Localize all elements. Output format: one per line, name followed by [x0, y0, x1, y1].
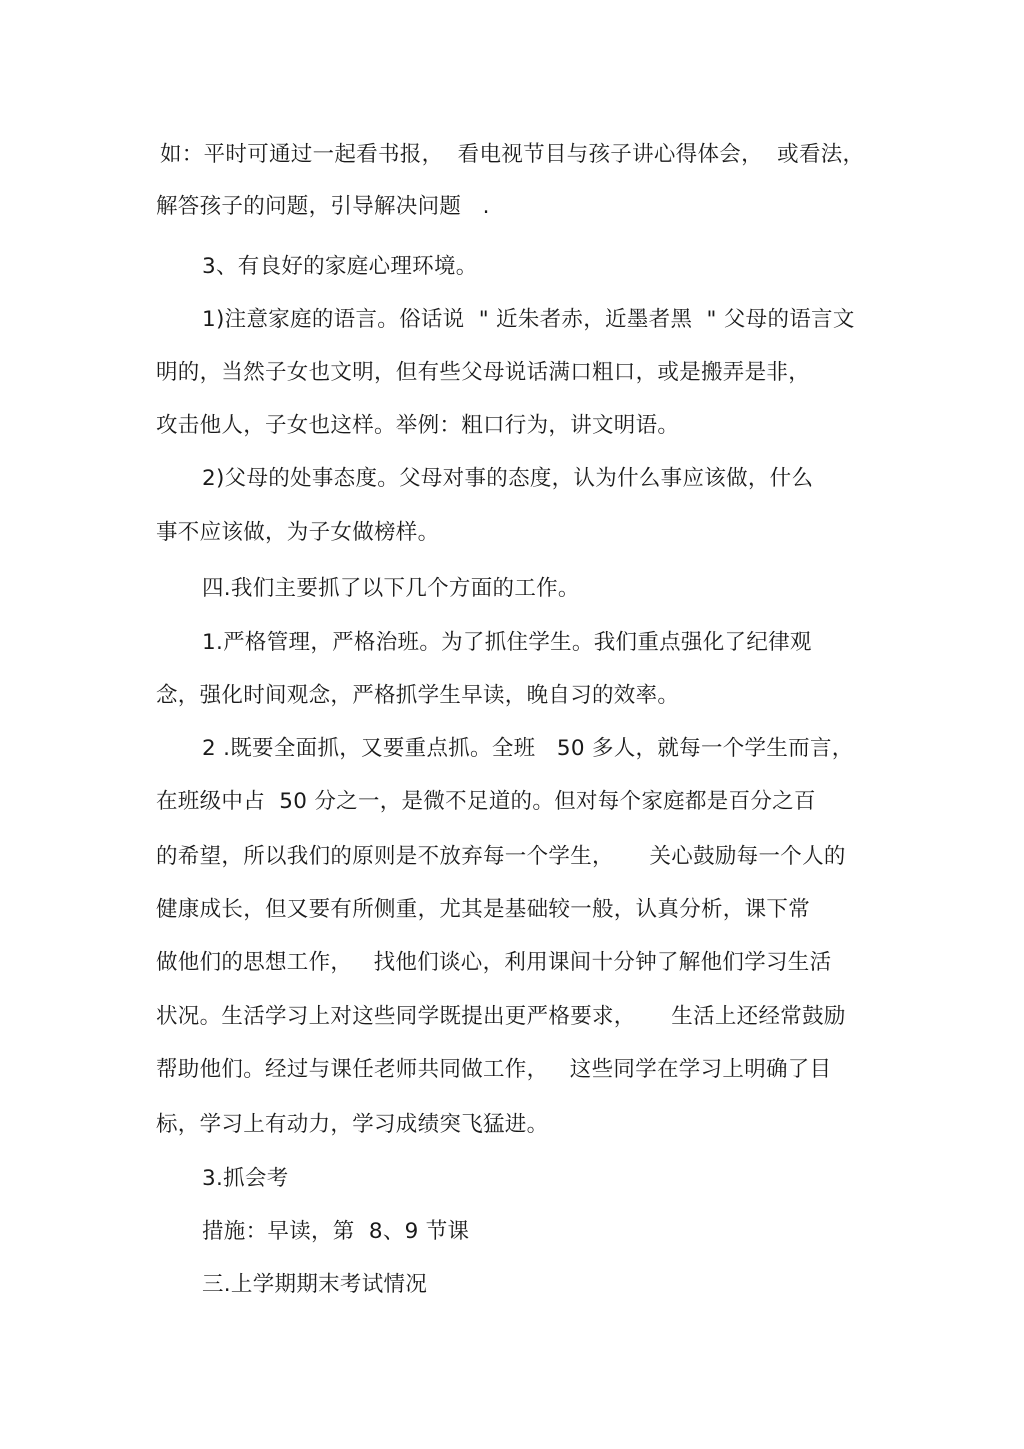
text-line: 3、有良好的家庭心理环境。	[202, 254, 478, 279]
text-line: 1.严格管理，严格治班。为了抓住学生。我们重点强化了纪律观	[202, 630, 812, 655]
text-line: 明的，当然子女也文明，但有些父母说话满口粗口，或是搬弄是非，	[156, 360, 811, 385]
text-line: 标，学习上有动力，学习成绩突飞猛进。	[156, 1112, 549, 1137]
text-line: 做他们的思想工作， 找他们谈心，利用课间十分钟了解他们学习生活	[156, 950, 832, 975]
text-line: 2)父母的处事态度。父母对事的态度，认为什么事应该做，什么	[202, 466, 814, 491]
text-line: 的希望，所以我们的原则是不放弃每一个学生， 关心鼓励每一个人的	[156, 844, 846, 869]
text-line: 健康成长，但又要有所侧重，尤其是基础较一般，认真分析，课下常	[156, 897, 811, 922]
section-heading: 四.我们主要抓了以下几个方面的工作。	[202, 576, 580, 601]
text-line: 状况。生活学习上对这些同学既提出更严格要求， 生活上还经常鼓励	[156, 1004, 846, 1029]
text-line: 在班级中占 50 分之一，是微不足道的。但对每个家庭都是百分之百	[156, 789, 816, 814]
text-line: 措施：早读，第 8、9 节课	[202, 1219, 470, 1244]
text-line: 如：平时可通过一起看书报， 看电视节目与孩子讲心得体会， 或看法，	[160, 142, 865, 167]
text-line: 帮助他们。经过与课任老师共同做工作， 这些同学在学习上明确了目	[156, 1057, 832, 1082]
text-line: 攻击他人，子女也这样。举例：粗口行为，讲文明语。	[156, 413, 680, 438]
text-line: 事不应该做，为子女做榜样。	[156, 520, 440, 545]
section-heading: 三.上学期期末考试情况	[202, 1272, 428, 1297]
text-line: 1)注意家庭的语言。俗话说 " 近朱者赤，近墨者黑 " 父母的语言文	[202, 307, 855, 332]
text-line: 2 .既要全面抓，又要重点抓。全班 50 多人，就每一个学生而言，	[202, 736, 854, 761]
text-line: 3.抓会考	[202, 1166, 289, 1191]
text-line: 念，强化时间观念，严格抓学生早读，晚自习的效率。	[156, 683, 680, 708]
text-line: 解答孩子的问题，引导解决问题 .	[156, 194, 490, 219]
